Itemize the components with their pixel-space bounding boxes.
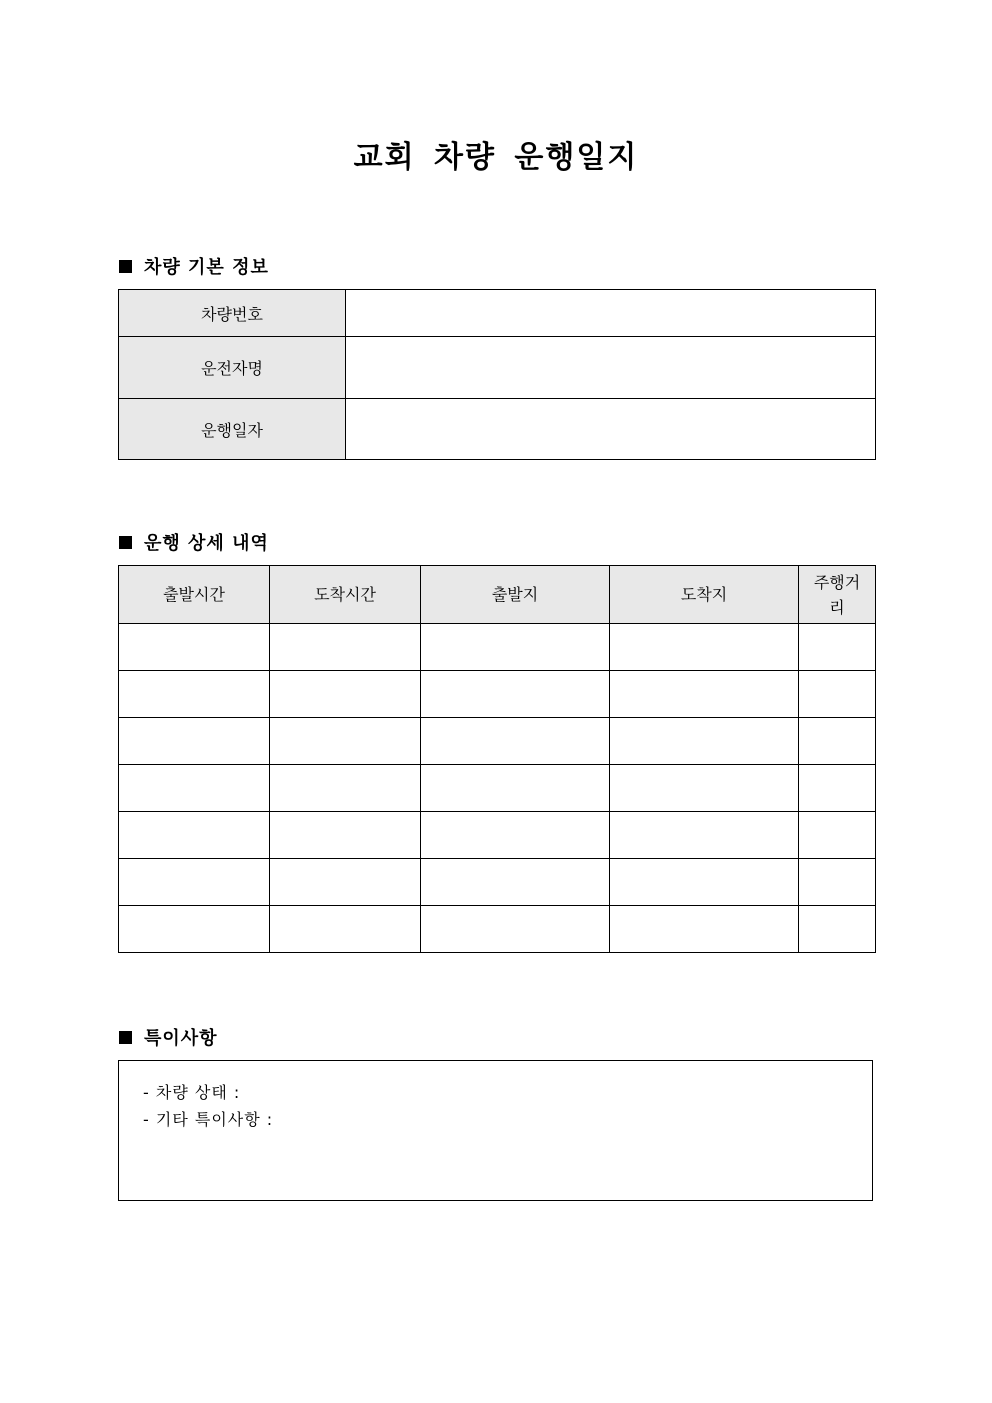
basic-info-row (119, 337, 876, 399)
field-vehicle-number[interactable] (346, 290, 876, 337)
cell-origin[interactable] (421, 812, 610, 859)
cell-distance[interactable] (799, 859, 876, 906)
page-title: 교회 차량 운행일지 (353, 140, 639, 175)
cell-arrival-time[interactable] (270, 718, 421, 765)
column-header-departure-time: 출발시간 (119, 566, 270, 624)
cell-arrival-time[interactable] (270, 624, 421, 671)
trip-header-row (119, 566, 876, 624)
table-row (119, 906, 876, 953)
trip-details-table (118, 565, 876, 953)
cell-departure-time[interactable] (119, 671, 270, 718)
section-heading-label: 차량 기본 정보 (144, 257, 269, 278)
cell-distance[interactable] (799, 765, 876, 812)
table-row (119, 859, 876, 906)
section-heading-remarks (119, 1024, 218, 1050)
table-row (119, 624, 876, 671)
cell-origin[interactable] (421, 859, 610, 906)
basic-info-table (118, 289, 876, 460)
cell-destination[interactable] (610, 765, 799, 812)
cell-distance[interactable] (799, 906, 876, 953)
cell-origin[interactable] (421, 906, 610, 953)
table-row (119, 671, 876, 718)
cell-distance[interactable] (799, 718, 876, 765)
cell-distance[interactable] (799, 671, 876, 718)
table-row (119, 765, 876, 812)
cell-arrival-time[interactable] (270, 859, 421, 906)
cell-arrival-time[interactable] (270, 812, 421, 859)
cell-departure-time[interactable] (119, 718, 270, 765)
cell-origin[interactable] (421, 765, 610, 812)
cell-arrival-time[interactable] (270, 906, 421, 953)
cell-arrival-time[interactable] (270, 671, 421, 718)
cell-arrival-time[interactable] (270, 765, 421, 812)
cell-origin[interactable] (421, 624, 610, 671)
field-operation-date[interactable] (346, 399, 876, 460)
label-driver-name: 운전자명 (119, 337, 346, 399)
square-bullet-icon (119, 260, 132, 273)
square-bullet-icon (119, 536, 132, 549)
basic-info-row (119, 290, 876, 337)
cell-departure-time[interactable] (119, 859, 270, 906)
cell-departure-time[interactable] (119, 765, 270, 812)
cell-distance[interactable] (799, 624, 876, 671)
cell-distance[interactable] (799, 812, 876, 859)
cell-destination[interactable] (610, 859, 799, 906)
cell-departure-time[interactable] (119, 812, 270, 859)
column-header-distance: 주행거리 (799, 566, 876, 624)
remark-vehicle-condition: - 차량 상태 : (143, 1083, 241, 1102)
table-row (119, 718, 876, 765)
table-row (119, 812, 876, 859)
cell-destination[interactable] (610, 624, 799, 671)
cell-origin[interactable] (421, 671, 610, 718)
cell-departure-time[interactable] (119, 624, 270, 671)
section-heading-basic-info (119, 253, 269, 279)
label-vehicle-number: 차량번호 (119, 290, 346, 337)
square-bullet-icon (119, 1031, 132, 1044)
cell-destination[interactable] (610, 812, 799, 859)
basic-info-row (119, 399, 876, 460)
section-heading-label: 특이사항 (144, 1028, 218, 1049)
section-heading-trip-details (119, 529, 269, 555)
cell-destination[interactable] (610, 671, 799, 718)
column-header-destination: 도착지 (610, 566, 799, 624)
cell-origin[interactable] (421, 718, 610, 765)
label-operation-date: 운행일자 (119, 399, 346, 460)
field-driver-name[interactable] (346, 337, 876, 399)
cell-departure-time[interactable] (119, 906, 270, 953)
remarks-box[interactable] (118, 1060, 873, 1201)
section-heading-label: 운행 상세 내역 (144, 533, 269, 554)
column-header-arrival-time: 도착시간 (270, 566, 421, 624)
cell-destination[interactable] (610, 718, 799, 765)
column-header-origin: 출발지 (421, 566, 610, 624)
cell-destination[interactable] (610, 906, 799, 953)
remark-other-notes: - 기타 특이사항 : (143, 1110, 274, 1129)
